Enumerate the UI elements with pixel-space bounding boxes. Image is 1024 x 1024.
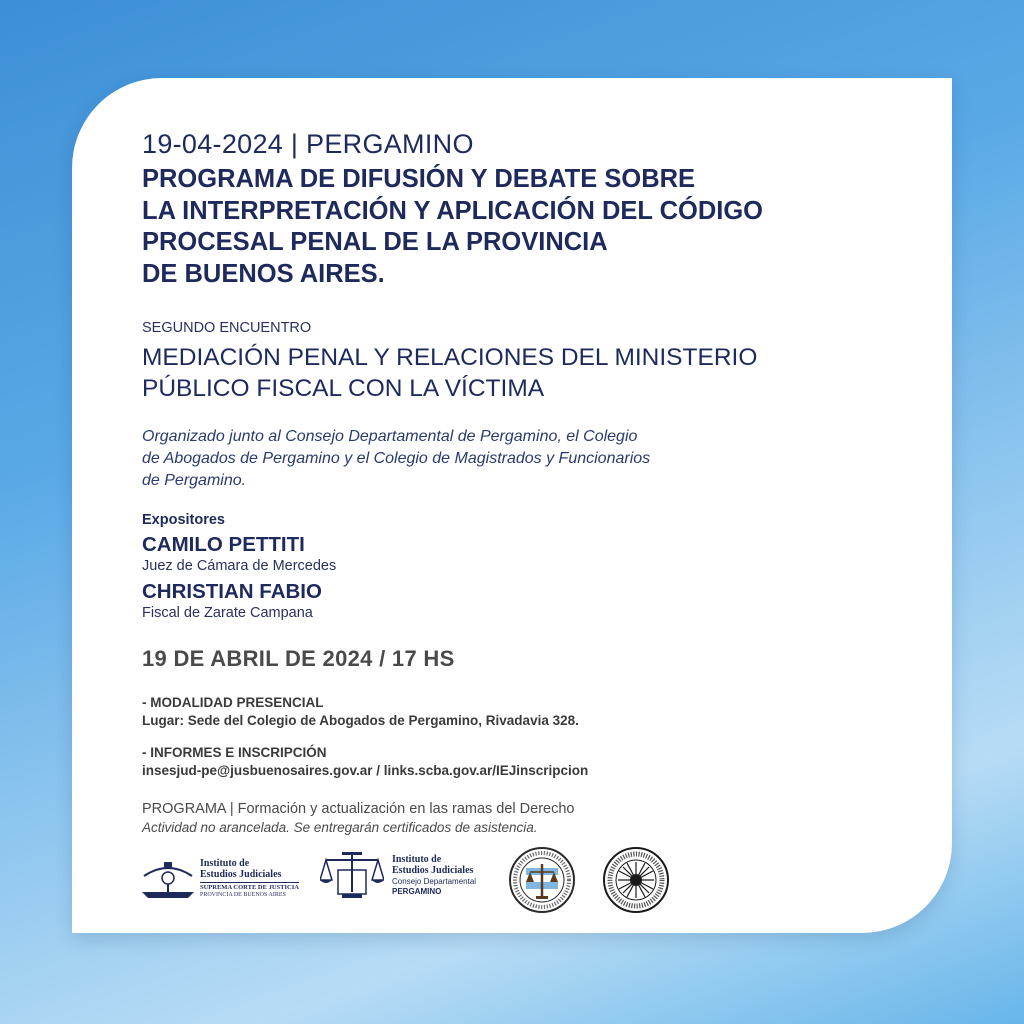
speakers-label: Expositores xyxy=(142,512,225,528)
program-title-line: PROCESAL PENAL DE LA PROVINCIA xyxy=(142,228,608,256)
encounter-title-line: PÚBLICO FISCAL CON LA VÍCTIMA xyxy=(142,375,545,402)
event-datetime: 19 DE ABRIL DE 2024 / 17 HS xyxy=(142,646,455,671)
iej-logo-line1: Instituto de xyxy=(200,858,250,869)
activity-note: Actividad no arancelada. Se entregarán certificados de asistencia. xyxy=(142,820,538,835)
flyer-content xyxy=(142,128,902,837)
program-title xyxy=(142,164,902,290)
speaker-role: Juez de Cámara de Mercedes xyxy=(142,558,337,574)
logo-row xyxy=(140,850,900,920)
colegio-abogados-seal-icon xyxy=(508,846,576,914)
iej-pergamino-logo xyxy=(320,852,490,908)
encounter-title-line: MEDIACIÓN PENAL Y RELACIONES DEL MINISTERIO xyxy=(142,344,758,371)
iej-logo xyxy=(140,856,310,906)
scales-icon xyxy=(320,852,384,900)
info-heading: - INFORMES E INSCRIPCIÓN xyxy=(142,745,327,760)
iejp-logo-line2: Estudios Judiciales xyxy=(392,865,474,876)
encounter-title xyxy=(142,342,902,404)
speaker-name: CHRISTIAN FABIO xyxy=(142,580,322,603)
temple-icon xyxy=(140,858,196,902)
flyer-card xyxy=(72,78,952,933)
iej-logo-line4: PROVINCIA DE BUENOS AIRES xyxy=(200,892,286,898)
speaker-role: Fiscal de Zarate Campana xyxy=(142,605,313,621)
organized-by xyxy=(142,426,902,492)
speaker-name: CAMILO PETTITI xyxy=(142,533,305,556)
program-title-line: DE BUENOS AIRES. xyxy=(142,259,385,288)
organized-line: de Abogados de Pergamino y el Colegio de Magistrados y Funcionarios xyxy=(142,450,651,467)
iej-logo-line3: SUPREMA CORTE DE JUSTICIA xyxy=(200,884,299,891)
organized-line: de Pergamino. xyxy=(142,472,247,489)
program-title-line: LA INTERPRETACIÓN Y APLICACIÓN DEL CÓDIGO xyxy=(142,196,764,225)
encounter-label: SEGUNDO ENCUENTRO xyxy=(142,320,312,336)
date-location: 19-04-2024 | PERGAMINO xyxy=(142,129,474,159)
program-title-line: PROGRAMA DE DIFUSIÓN Y DEBATE SOBRE xyxy=(142,165,696,193)
modality-text: Lugar: Sede del Colegio de Abogados de Pergamino, Rivadavia 328. xyxy=(142,713,579,728)
iejp-logo-line1: Instituto de xyxy=(392,854,442,865)
iej-logo-line2: Estudios Judiciales xyxy=(200,869,282,880)
organized-line: Organizado junto al Consejo Departamental de Pergamino, el Colegio xyxy=(142,428,638,445)
iejp-logo-line3: Consejo Departamental xyxy=(392,877,477,886)
info-text: insesjud-pe@jusbuenosaires.gov.ar / links.scba.gov.ar/IEJinscripcion xyxy=(142,763,589,778)
program-note: PROGRAMA | Formación y actualización en las ramas del Derecho xyxy=(142,801,575,817)
colegio-magistrados-seal-icon xyxy=(602,846,670,914)
iejp-logo-line4: PERGAMINO xyxy=(392,887,442,896)
modality-heading: - MODALIDAD PRESENCIAL xyxy=(142,695,324,710)
